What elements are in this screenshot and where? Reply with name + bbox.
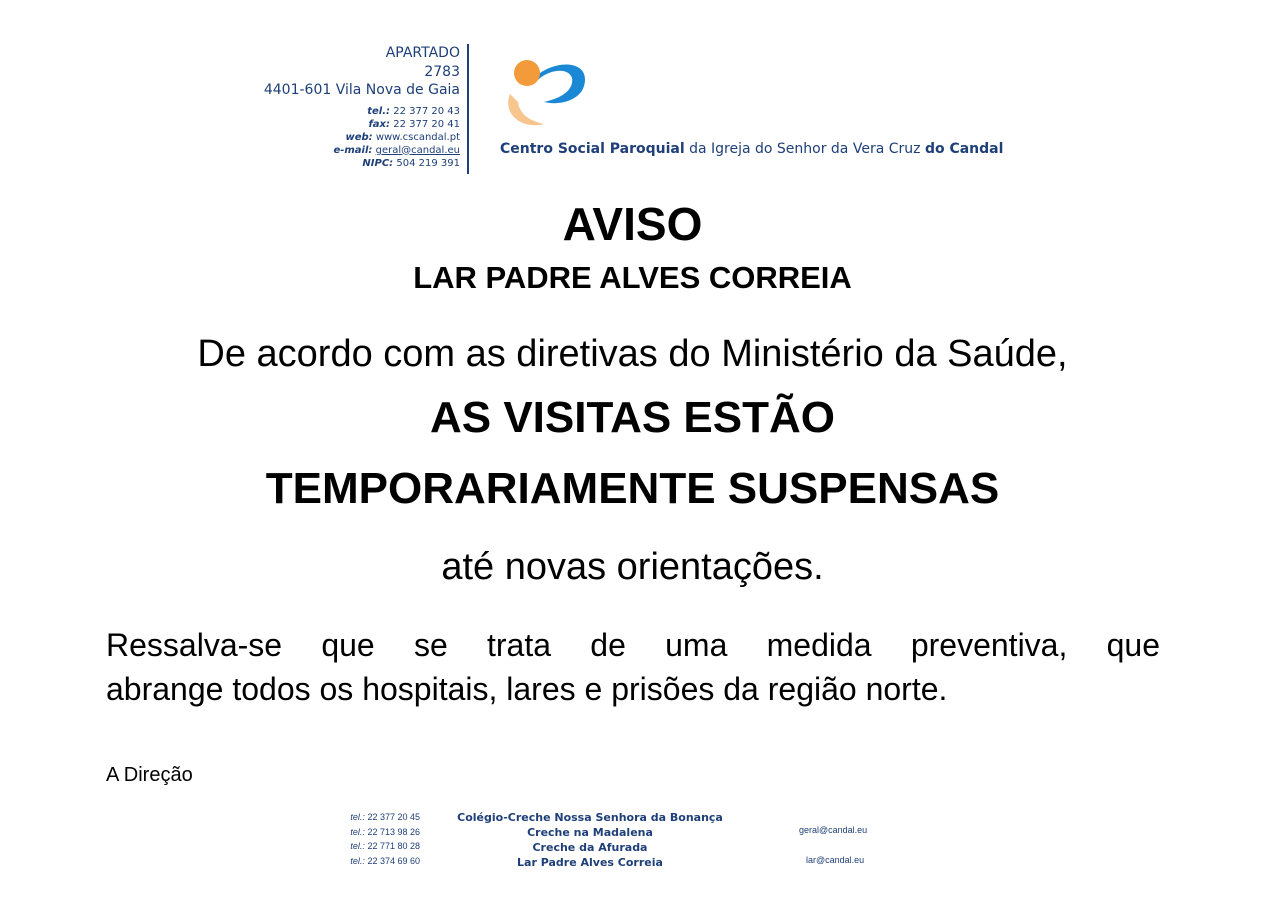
footer-institution: Lar Padre Alves Correia bbox=[517, 856, 663, 869]
notice-line: até novas orientações. bbox=[441, 546, 824, 588]
footer-email[interactable]: lar@candal.eu bbox=[806, 855, 865, 865]
address-line: 4401-601 Vila Nova de Gaia bbox=[263, 82, 460, 98]
organization-name: Centro Social Paroquial da Igreja do Senhor da Vera Cruz do Candal bbox=[500, 141, 1004, 157]
notice-subtitle: LAR PADRE ALVES CORREIA bbox=[413, 260, 852, 295]
notice-headline: AS VISITAS ESTÃO bbox=[429, 393, 836, 442]
notice-title: AVISO bbox=[562, 198, 703, 250]
paragraph-line: Ressalva-se que se trata de uma medida preventiva, que bbox=[106, 627, 1160, 663]
footer-institution: Creche na Madalena bbox=[527, 826, 653, 839]
footer-phone-list bbox=[320, 810, 420, 869]
header-divider bbox=[467, 44, 469, 174]
notice-line: De acordo com as diretivas do Ministério da Saúde, bbox=[197, 333, 1068, 375]
contact-email[interactable]: e-mail: geral@candal.eu bbox=[333, 144, 460, 156]
notice-paragraph bbox=[106, 623, 1160, 711]
footer-phone: tel.: 22 713 98 26 bbox=[350, 826, 420, 837]
address-line: 2783 bbox=[424, 63, 460, 80]
contact-tel: tel.: 22 377 20 43 bbox=[367, 105, 460, 117]
paragraph-line: abrange todos os hospitais, lares e prisões da região norte. bbox=[106, 671, 948, 707]
notice-headline: TEMPORARIAMENTE SUSPENSAS bbox=[265, 464, 1000, 513]
header-address-block bbox=[200, 44, 460, 170]
organization-logo bbox=[500, 52, 590, 135]
footer-phone: tel.: 22 771 80 28 bbox=[350, 841, 420, 852]
signature: A Direção bbox=[106, 764, 193, 786]
contact-fax: fax: 22 377 20 41 bbox=[368, 118, 460, 130]
footer-email[interactable]: geral@candal.eu bbox=[799, 825, 868, 835]
contact-web[interactable]: web: www.cscandal.pt bbox=[345, 131, 460, 143]
contact-nipc: NIPC: 504 219 391 bbox=[362, 157, 460, 169]
address-line: APARTADO bbox=[385, 45, 460, 61]
footer-institution: Creche da Afurada bbox=[532, 841, 648, 854]
footer-phone: tel.: 22 374 69 60 bbox=[350, 856, 420, 867]
contact-list bbox=[200, 105, 460, 170]
footer-institution: Colégio-Creche Nossa Senhora da Bonança bbox=[457, 811, 723, 824]
footer-institution-list bbox=[440, 810, 740, 870]
footer-phone: tel.: 22 377 20 45 bbox=[350, 812, 420, 822]
